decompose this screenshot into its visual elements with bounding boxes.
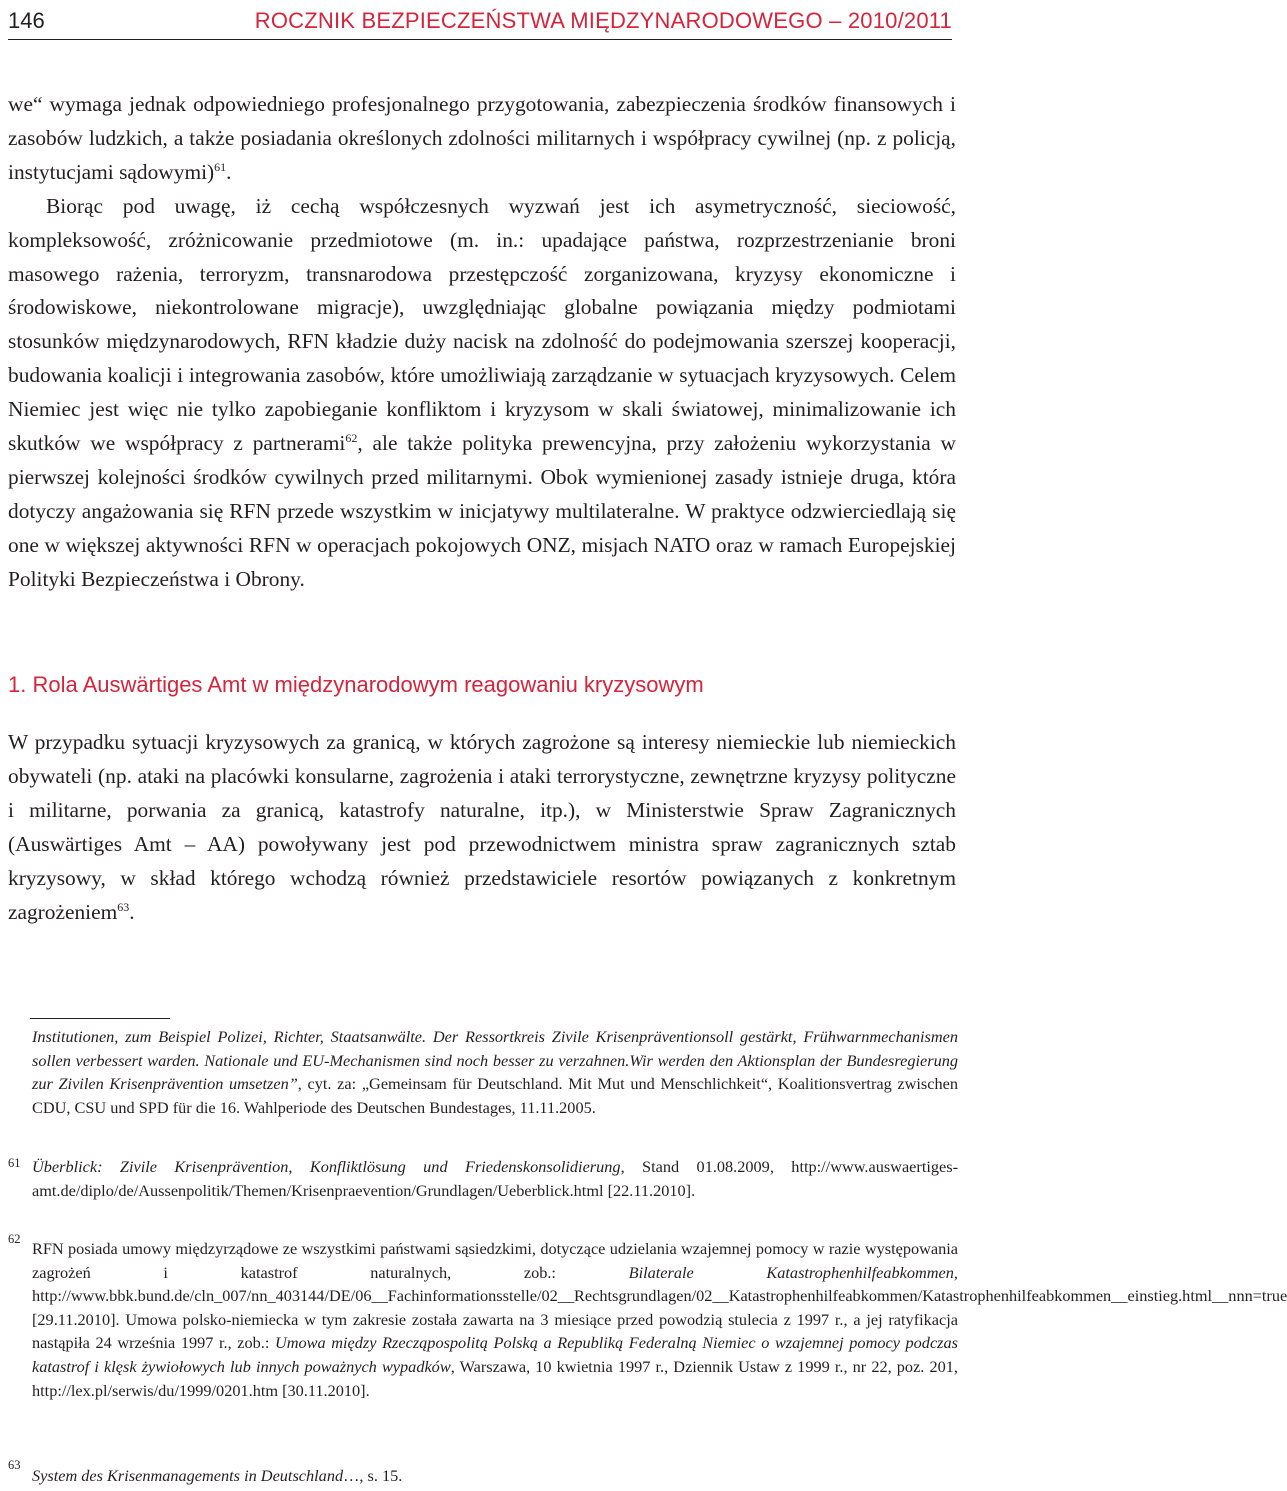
section-heading: 1. Rola Auswärtiges Amt w międzynarodowym reagowaniu kryzysowym bbox=[8, 672, 704, 697]
footnote-italic-text: Überblick: Zivile Krisenprävention, Konfliktlösung und Friedenskonsolidierung bbox=[32, 1157, 621, 1176]
page-number: 146 bbox=[8, 8, 45, 33]
main-text-lower bbox=[8, 726, 956, 929]
paragraph-text: Biorąc pod uwagę, iż cechą współczesnych wyzwań jest ich asymetryczność, sieciowość, kompleksowość, zróżnicowanie przedmiotowe (m. in.: upadające państwa, rozprzestrzenianie broni masowego rażenia, terroryzm, transnarodowa przestępczość zorganizowana, kryzysy ekonomiczne i środowiskowe, niekontrolowane migracje), uwzględniając globalne powiązania między podmiotami stosunków międzynarodowych, RFN kładzie duży nacisk na zdolność do podejmowania szerszej kooperacji, budowania koalicji i integrowania zasobów, które umożliwiają zarządzanie w sytuacjach kryzysowych. Celem Niemiec jest więc nie tylko zapobieganie konfliktom i kryzysom w skali światowej, minimalizowanie ich skutków we współpracy z partnerami bbox=[8, 193, 956, 456]
paragraph-challenges bbox=[8, 190, 956, 597]
main-text-upper bbox=[8, 88, 956, 597]
paragraph-text: we“ wymaga jednak odpowiedniego profesjonalnego przygotowania, zabezpieczenia środków finansowych i zasobów ludzkich, a także posiadania określonych zdolności militarnych i współpracy cywilnej (np. z policją, instytucjami sądowymi) bbox=[8, 92, 956, 184]
footnote-63 bbox=[32, 1464, 958, 1488]
footnote-text: , cyt. za: „Gemeinsam für Deutschland. Mit Mut und Menschlichkeit“, Koalitionsvertrag zwischen CDU, CSU und SPD für die 16. Wahlperiode des Deutschen Bundestages, 11.11.2005. bbox=[32, 1074, 958, 1117]
footnote-text: …, s. 15. bbox=[343, 1466, 403, 1485]
footnote-italic-text: Bilaterale Katastrophenhilfeabkommen bbox=[628, 1262, 954, 1282]
footnote-italic-text: System des Krisenmanagements in Deutschland bbox=[32, 1466, 344, 1485]
running-header bbox=[8, 3, 952, 40]
footnote-62 bbox=[32, 1237, 1287, 1402]
footnote-number-61: 61 bbox=[8, 1156, 21, 1170]
footnote-text: RFN posiada umowy międzyrządowe ze wszystkimi państwami sąsiedzkimi, dotyczące udzielania wzajemnej pomocy w razie występowania zagrożeń i katastrof naturalnych, zob.: bbox=[32, 1239, 958, 1282]
footnote-text: , Stand 01.08.2009, http://www.auswaertiges-amt.de/diplo/de/Aussenpolitik/Themen/Krisenpraevention/Grundlagen/Ueberblick.html [22.11.2010]. bbox=[32, 1157, 958, 1200]
footnote-number-63: 63 bbox=[8, 1458, 21, 1472]
footnote-continuation bbox=[32, 1025, 958, 1119]
paragraph-text-end: . bbox=[226, 159, 232, 184]
footnote-ref-62[interactable]: 62 bbox=[345, 430, 358, 445]
footnote-italic-text: Umowa między Rzecząpospolitą Polską a Republiką Federalną Niemiec o wzajemnej pomocy podczas katastrof i klęsk żywiołowych lub innych poważnych wypadków bbox=[32, 1333, 958, 1376]
footnote-61 bbox=[32, 1155, 958, 1202]
footnote-text: , Warszawa, 10 kwietnia 1997 r., Dziennik Ustaw z 1999 r., nr 22, poz. 201, http://lex.pl/serwis/du/1999/0201.htm [30.11.2010]. bbox=[32, 1356, 958, 1400]
footnote-divider bbox=[30, 1018, 170, 1019]
footnote-italic-text: Institutionen, zum Beispiel Polizei, Richter, Staatsanwälte. Der Ressortkreis Zivile Krisenpräventionsoll gestärkt, Frühwarnmechanismen sollen verbessert warden. Nationale und EU-Mechanismen sind noch besser zu verzahnen.Wir werden den Aktionsplan der Bundesregierung zur Zivilen Krisenprävention umsetzen” bbox=[32, 1027, 958, 1094]
paragraph-text-end: . bbox=[129, 899, 135, 924]
journal-title: ROCZNIK BEZPIECZEŃSTWA MIĘDZYNARODOWEGO – 2010/2011 bbox=[254, 8, 952, 33]
footnote-text: , http://www.bbk.bund.de/cln_007/nn_403144/DE/06__Fachinformationsstelle/02__Rechtsgrundlagen/02__Katastrophenhilfeabkommen/Katastrophenhilfeabkommen__einstieg.html__nnn=true [29.11.2010]. Umowa polsko-niemiecka w tym zakresie została zawarta na 3 miesiące przed powodzią stulecia z 1997 r., a jej ratyfikacja nastąpiła 24 września 1997 r., zob.: bbox=[32, 1262, 1287, 1353]
footnote-ref-63[interactable]: 63 bbox=[117, 899, 130, 914]
paragraph-text: W przypadku sytuacji kryzysowych za granicą, w których zagrożone są interesy niemieckie lub niemieckich obywateli (np. ataki na placówki konsularne, zagrożenia i ataki terrorystyczne, zewnętrzne kryzysy polityczne i militarne, porwania za granicą, katastrofy naturalne, itp.), w Ministerstwie Spraw Zagranicznych (Auswärtiges Amt – AA) powoływany jest pod przewodnictwem ministra spraw zagranicznych sztab kryzysowy, w skład którego wchodzą również przedstawiciele resortów powiązanych z konkretnym zagrożeniem bbox=[8, 730, 956, 924]
footnote-number-62: 62 bbox=[8, 1232, 21, 1246]
paragraph-crisis-staff bbox=[8, 726, 956, 929]
paragraph-text-end: , ale także polityka prewencyjna, przy założeniu wykorzystania w pierwszej kolejności środków cywilnych przed militarnymi. Obok wymienionej zasady istnieje druga, która dotyczy angażowania się RFN przede wszystkim w inicjatywy multilateralne. W praktyce odzwierciedlają się one w większej aktywności RFN w operacjach pokojowych ONZ, misjach NATO oraz w ramach Europejskiej Polityki Bezpieczeństwa i Obrony. bbox=[8, 431, 956, 591]
footnote-ref-61[interactable]: 61 bbox=[214, 159, 227, 174]
paragraph-continuation bbox=[8, 88, 956, 190]
